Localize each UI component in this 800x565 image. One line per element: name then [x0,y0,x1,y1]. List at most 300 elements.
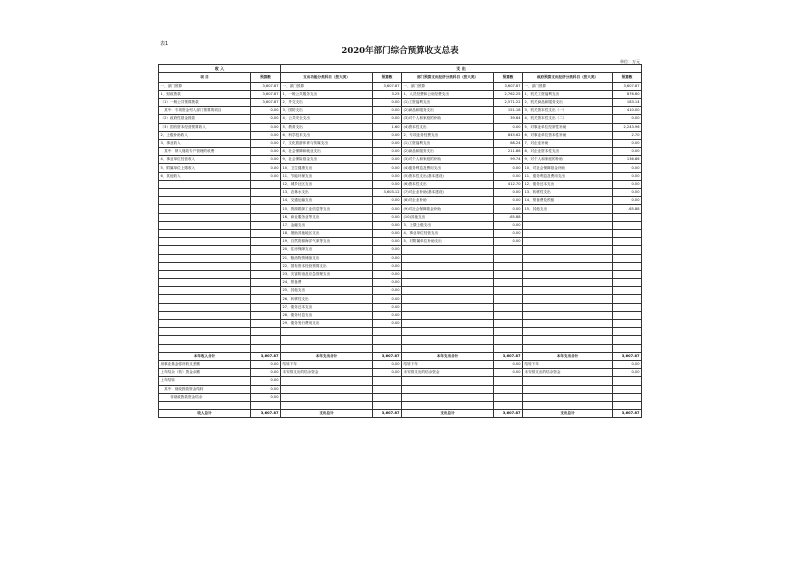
gov-item [523,344,613,352]
dept-item: (3)对个人和家庭的补助 [402,156,494,164]
func-item: 8、社会保障和就业支出 [281,148,373,156]
func-amount: 0.00 [373,287,402,295]
income-amount: 0.00 [251,369,281,377]
dept-amount: 0.00 [494,238,523,246]
table-row [159,377,642,385]
income-item [159,336,251,344]
income-item [159,303,251,311]
gov-amount: 3,607.87 [613,82,642,90]
income-amount [251,213,281,221]
income-item [159,254,251,262]
income-item [159,205,251,213]
gov-item: 6、对事业单位资本性补助 [523,131,613,139]
income-amount [251,295,281,303]
budget-header: 预算数 [613,73,642,83]
func-amount: 0.00 [373,270,402,278]
income-item: 收入总计 [159,410,251,418]
func-item: 7、文化旅游体育与传媒支出 [281,139,373,147]
gov-item: 5、对事业单位经常性补助 [523,123,613,131]
income-item [159,238,251,246]
dept-amount [494,393,523,401]
dept-amount: 412.70 [494,180,523,188]
func-amount: 0.00 [373,238,402,246]
func-amount: 3,607.87 [373,82,402,90]
dept-amount: 2,571.22 [494,98,523,106]
income-item [159,197,251,205]
func-item: 未安排支出的结余资金 [281,369,373,377]
dept-amount: 3,607.87 [494,410,523,418]
dept-amount: 3,607.87 [494,352,523,360]
func-amount: 0.00 [373,115,402,123]
gov-item [523,311,613,319]
func-item: 12、城乡社区支出 [281,180,373,188]
gov-category-header: 政府预算支出经济分类科目（按大类） [523,73,613,83]
dept-item: 一、部门预算 [402,82,494,90]
func-item: 25、其他支出 [281,287,373,295]
dept-amount: 0.00 [494,197,523,205]
expense-header: 支 出 [281,65,642,73]
income-item: 一、部门预算 [159,82,251,90]
table-row [159,303,642,311]
gov-amount: 2,243.96 [613,123,642,131]
page-title: 2020年部门综合预算收支总表 [341,46,459,56]
table-row [159,246,642,254]
func-item: 6、科学技术支出 [281,131,373,139]
dept-item: 支出总计 [402,410,494,418]
dept-item: 5、对附属单位补助支出 [402,238,494,246]
gov-amount [613,336,642,344]
func-item [281,393,373,401]
gov-amount: 0.00 [613,172,642,180]
func-item: 15、资源勘探工业信息等支出 [281,205,373,213]
income-amount: 0.00 [251,393,281,401]
dept-item [402,254,494,262]
gov-item [523,246,613,254]
func-item: 18、援助其他地区支出 [281,229,373,237]
item-header: 项 目 [159,73,251,83]
dept-item: 结转下年 [402,360,494,368]
dept-item [402,279,494,287]
gov-item [523,238,613,246]
dept-item: (2)商品和服务支出 [402,148,494,156]
income-amount [251,238,281,246]
dept-amount: 151.18 [494,107,523,115]
income-item: 6、其他收入 [159,172,251,180]
func-amount: 0.00 [373,213,402,221]
income-amount [251,197,281,205]
func-amount: 0.00 [373,205,402,213]
gov-item [523,221,613,229]
func-item [281,377,373,385]
gov-amount: 0.00 [613,369,642,377]
income-amount: 3,607.87 [251,98,281,106]
income-amount: 3,607.87 [251,90,281,98]
dept-amount [494,311,523,319]
gov-amount [613,229,642,237]
func-amount: 0.00 [373,197,402,205]
table-row [159,344,642,352]
func-item: 14、交通运输支出 [281,197,373,205]
dept-amount: 0.00 [494,369,523,377]
func-item: 3、国防支出 [281,107,373,115]
dept-amount: 211.86 [494,148,523,156]
dept-item: (7)对企业补助(基本建设) [402,189,494,197]
income-amount: 0.00 [251,172,281,180]
income-item: 其中：纳入财政专户管理的收费 [159,148,251,156]
dept-item [402,246,494,254]
income-item: 用事业基金弥补收支差额 [159,360,251,368]
income-item: 2、上级补助收入 [159,131,251,139]
func-amount: 0.00 [373,246,402,254]
unit-label: 单位：万元 [620,59,640,64]
gov-amount [613,303,642,311]
gov-item: 本年支出合计 [523,352,613,360]
income-amount: 0.00 [251,360,281,368]
gov-amount: 0.00 [613,189,642,197]
dept-item [402,401,494,409]
gov-amount [613,393,642,401]
func-amount [373,377,402,385]
func-amount: 0.00 [373,172,402,180]
table-row [159,385,642,393]
table-row [159,270,642,278]
income-amount [251,205,281,213]
dept-amount [494,320,523,328]
gov-amount: 183.14 [613,98,642,106]
func-amount [373,328,402,336]
func-amount: 0.00 [373,369,402,377]
func-amount: 0.00 [373,164,402,172]
func-item: 27、债务还本支出 [281,303,373,311]
func-amount: 0.00 [373,303,402,311]
table-row [159,336,642,344]
gov-item [523,401,613,409]
income-item [159,246,251,254]
table-row [159,139,642,147]
dept-amount [494,254,523,262]
func-amount: 3,603.12 [373,189,402,197]
gov-item [523,303,613,311]
income-item: 非财政拨款资金结余 [159,393,251,401]
income-amount: 0.00 [251,156,281,164]
dept-amount: 2,762.25 [494,90,523,98]
income-item [159,189,251,197]
table-row [159,115,642,123]
income-item: 1、财政拨款 [159,90,251,98]
func-amount: 0.00 [373,279,402,287]
dept-item: 4、事业单位经营支出 [402,229,494,237]
gov-item [523,385,613,393]
dept-item [402,262,494,270]
income-amount: 0.00 [251,123,281,131]
dept-amount [494,270,523,278]
income-item [159,295,251,303]
gov-item: 1、机关工资福利支出 [523,90,613,98]
func-amount: 0.00 [373,262,402,270]
func-amount: 0.00 [373,180,402,188]
gov-item [523,328,613,336]
income-item: 其中：专项资金列入部门预算的项目 [159,107,251,115]
income-amount [251,189,281,197]
table-row [159,107,642,115]
income-amount: 0.00 [251,377,281,385]
income-amount [251,401,281,409]
gov-item [523,377,613,385]
gov-amount [613,287,642,295]
func-amount: 0.00 [373,131,402,139]
income-item [159,262,251,270]
gov-amount: -65.88 [613,205,642,213]
dept-item: (1)工资福利支出 [402,98,494,106]
table-row [159,156,642,164]
dept-item [402,303,494,311]
income-item: 其中：财政拨款资金结转 [159,385,251,393]
gov-item [523,213,613,221]
dept-item: 3、上缴上级支出 [402,221,494,229]
table-row [159,123,642,131]
income-amount: 0.00 [251,107,281,115]
func-item: 20、住房保障支出 [281,246,373,254]
dept-amount [494,295,523,303]
func-item: 22、国有资本经营预算支出 [281,262,373,270]
header-row-1 [159,65,642,73]
gov-amount [613,311,642,319]
gov-item: 11、债务利息及费用支出 [523,172,613,180]
gov-amount [613,320,642,328]
func-item: 21、粮油物资储备支出 [281,254,373,262]
table-row [159,369,642,377]
gov-amount [613,401,642,409]
dept-item: 1、人员经费和公用经费支出 [402,90,494,98]
func-item: 28、债务付息支出 [281,311,373,319]
func-item: 4、公共安全支出 [281,115,373,123]
dept-amount [494,336,523,344]
func-amount: 0.00 [373,107,402,115]
gov-amount: 410.00 [613,107,642,115]
table-row [159,82,642,90]
budget-header: 预算数 [373,73,402,83]
gov-item: 未安排支出的结余资金 [523,369,613,377]
dept-amount: 845.62 [494,131,523,139]
dept-item: (3)对个人和家庭的补助 [402,115,494,123]
income-amount [251,344,281,352]
gov-amount: 3,607.87 [613,410,642,418]
dept-amount: 0.00 [494,360,523,368]
table-row [159,148,642,156]
income-amount [251,246,281,254]
gov-item: 2、机关商品和服务支出 [523,98,613,106]
func-item: 16、商业服务业等支出 [281,213,373,221]
func-item: 26、转移性支出 [281,295,373,303]
table-row [159,229,642,237]
gov-amount: 0.00 [613,360,642,368]
gov-item: 支出总计 [523,410,613,418]
income-amount [251,229,281,237]
total-row [159,410,642,418]
gov-item: 一、部门预算 [523,82,613,90]
dept-item [402,270,494,278]
table-row [159,205,642,213]
dept-item [402,328,494,336]
income-item: 5、附属单位上缴收入 [159,164,251,172]
table-row [159,90,642,98]
dept-amount [494,401,523,409]
dept-item [402,287,494,295]
gov-amount [613,270,642,278]
income-item [159,270,251,278]
dept-item: (6)资本性支出 [402,180,494,188]
table-row [159,287,642,295]
income-amount [251,270,281,278]
income-amount: 0.00 [251,139,281,147]
func-item: 本年支出合计 [281,352,373,360]
income-amount [251,262,281,270]
table-row [159,197,642,205]
func-item: 10、卫生健康支出 [281,164,373,172]
func-item: 支出总计 [281,410,373,418]
table-row [159,279,642,287]
func-item: 1、一般公共服务支出 [281,90,373,98]
func-item: 24、预备费 [281,279,373,287]
table-row [159,172,642,180]
func-item [281,328,373,336]
gov-item [523,320,613,328]
func-amount: 0.00 [373,148,402,156]
table-row [159,262,642,270]
table-row [159,221,642,229]
gov-amount: 0.00 [613,164,642,172]
gov-amount: 0.00 [613,180,642,188]
income-item: 上年结转 [159,377,251,385]
dept-item [402,393,494,401]
gov-item [523,295,613,303]
income-item [159,311,251,319]
subtotal-row [159,352,642,360]
income-item: （2）政府性基金拨款 [159,115,251,123]
table-number: 表1 [160,41,169,47]
gov-amount [613,328,642,336]
func-item [281,344,373,352]
func-item [281,401,373,409]
gov-amount [613,246,642,254]
func-amount: 0.00 [373,254,402,262]
gov-item [523,229,613,237]
income-amount: 3,607.87 [251,82,281,90]
gov-item: 13、转移性支出 [523,189,613,197]
income-amount: 0.00 [251,385,281,393]
income-item [159,279,251,287]
gov-item: 4、机关资本性支出（二） [523,115,613,123]
dept-item: (8)对企业补助 [402,197,494,205]
func-amount: 0.00 [373,139,402,147]
func-amount: 0.00 [373,311,402,319]
income-item [159,320,251,328]
budget-header: 预算数 [251,73,281,83]
dept-amount [494,279,523,287]
table-row [159,213,642,221]
income-item [159,287,251,295]
dept-amount [494,344,523,352]
gov-amount [613,262,642,270]
income-item [159,328,251,336]
income-amount [251,221,281,229]
table-row [159,189,642,197]
gov-amount [613,385,642,393]
gov-item [523,279,613,287]
gov-amount: 0.00 [613,139,642,147]
gov-amount [613,377,642,385]
income-amount [251,303,281,311]
income-amount: 0.00 [251,115,281,123]
table-row [159,360,642,368]
dept-item: (9)对社会保障基金补助 [402,205,494,213]
gov-item: 14、预备费及预留 [523,197,613,205]
table-row [159,180,642,188]
gov-amount [613,238,642,246]
dept-amount: -65.88 [494,213,523,221]
func-amount: 1.60 [373,123,402,131]
income-item [159,229,251,237]
gov-item: 12、债务还本支出 [523,180,613,188]
dept-item: (4)债务利息及费用支出 [402,164,494,172]
func-amount: 3,607.87 [373,352,402,360]
func-item: 17、金融支出 [281,221,373,229]
gov-item: 9、对个人和家庭的补助 [523,156,613,164]
income-amount [251,254,281,262]
dept-item: (2)商品和服务支出 [402,107,494,115]
dept-amount: 39.84 [494,115,523,123]
gov-amount [613,344,642,352]
income-item: （1）一般公共预算拨款 [159,98,251,106]
dept-amount: 0.00 [494,189,523,197]
dept-item [402,295,494,303]
func-amount: 0.00 [373,320,402,328]
income-item [159,401,251,409]
gov-amount: 3,607.87 [613,352,642,360]
dept-item: (10)其他支出 [402,213,494,221]
income-amount [251,320,281,328]
func-item: 结转下年 [281,360,373,368]
func-item: 13、农林水支出 [281,189,373,197]
dept-amount [494,287,523,295]
table-row [159,238,642,246]
func-amount [373,393,402,401]
gov-item: 结转下年 [523,360,613,368]
table-row [159,254,642,262]
gov-amount [613,295,642,303]
income-amount [251,311,281,319]
func-amount: 0.00 [373,221,402,229]
income-amount [251,336,281,344]
gov-item [523,254,613,262]
dept-amount: 0.00 [494,229,523,237]
income-item [159,344,251,352]
dept-amount [494,262,523,270]
gov-item: 15、其他支出 [523,205,613,213]
income-item: 本年收入合计 [159,352,251,360]
income-amount: 3,607.87 [251,410,281,418]
gov-amount [613,254,642,262]
table-row [159,311,642,319]
gov-amount: 0.00 [613,115,642,123]
dept-item: 本年支出合计 [402,352,494,360]
func-item [281,385,373,393]
func-amount: 0.00 [373,229,402,237]
header-row-2 [159,73,642,83]
dept-amount [494,328,523,336]
income-item: （3）国有资本经营预算收入 [159,123,251,131]
func-item [281,336,373,344]
